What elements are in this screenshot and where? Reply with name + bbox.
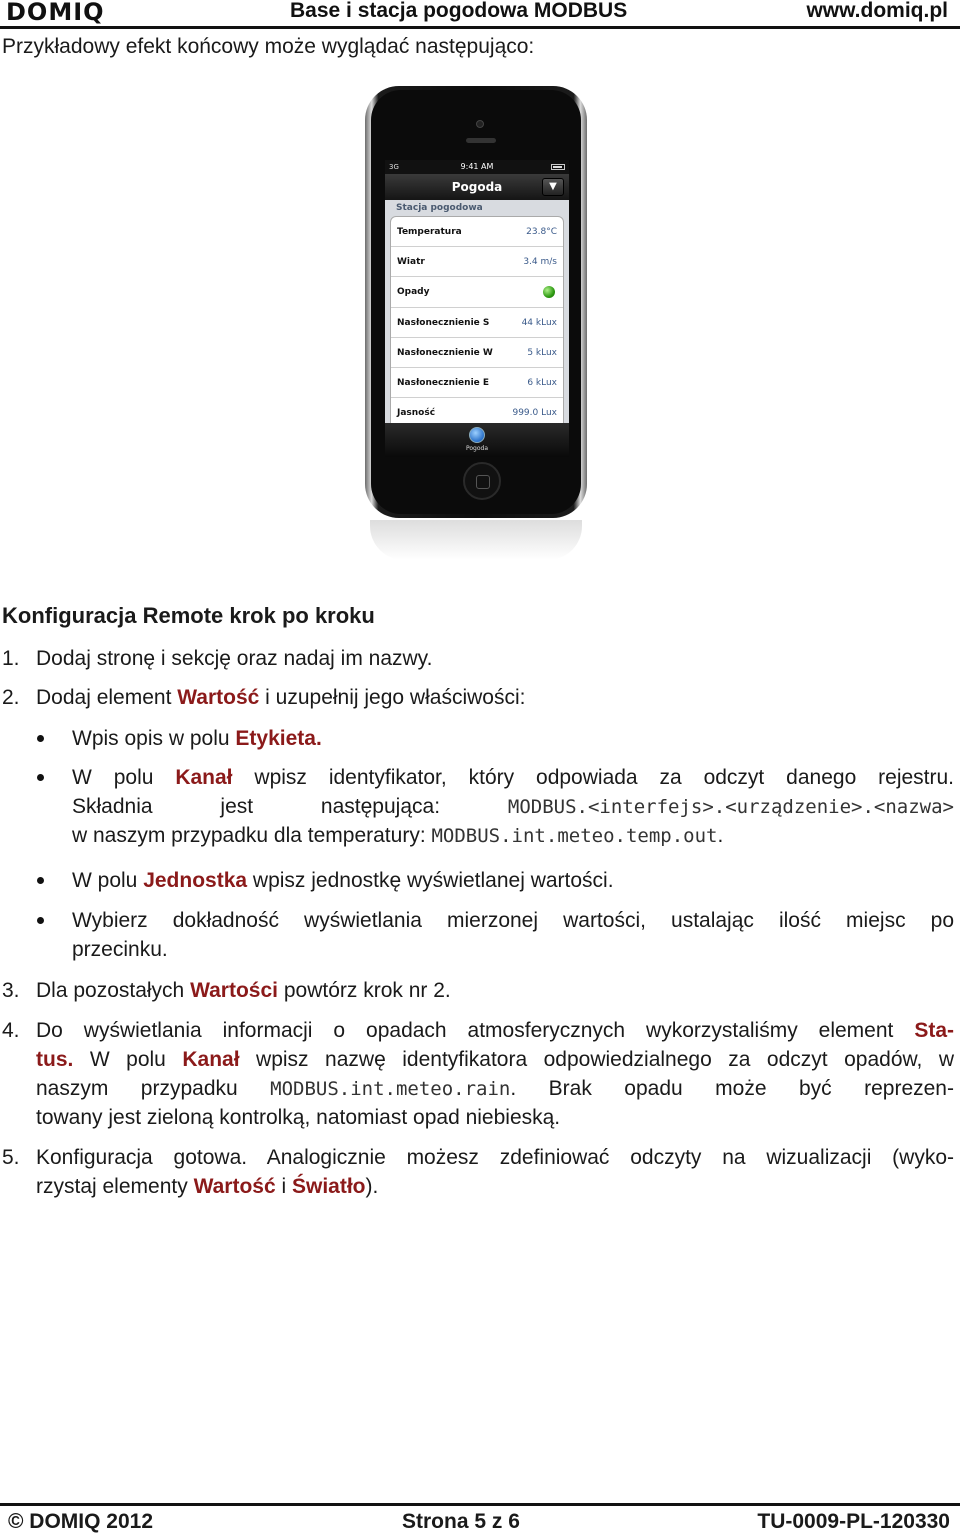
step-1-text: Dodaj stronę i sekcję oraz nadaj im nazwy. (36, 647, 433, 670)
bullet-icon (37, 774, 44, 781)
footer-copyright: © DOMIQ 2012 (8, 1510, 154, 1533)
bullet-icon (37, 877, 44, 884)
row-label: Temperatura (397, 227, 462, 237)
speaker-icon (466, 138, 496, 143)
step-4-line-1: Do wyświetlania informacji o opadach atmosferycznych wykorzystaliśmy element Sta- (36, 1019, 954, 1042)
bullet-4-line-1: Wybierz dokładność wyświetlania mierzonej wartości, ustalając ilość miejsc po (72, 909, 954, 932)
intro-text: Przykładowy efekt końcowy może wyglądać następująco: (2, 35, 535, 58)
phone-screen (385, 160, 569, 457)
row-label: Nasłonecznienie S (397, 317, 490, 328)
step-3-text: Dla pozostałych Wartości powtórz krok nr 2. (36, 979, 451, 1002)
signal-indicator: 3G (389, 163, 399, 171)
bullet-3-text: W polu Jednostka wpisz jednostkę wyświetlanej wartości. (72, 869, 614, 892)
row-value: 5 kLux (527, 347, 557, 358)
step-4-line-3: naszym przypadku MODBUS.int.meteo.rain. Brak opadu może być reprezen- (36, 1077, 954, 1100)
row-label: Jasność (397, 408, 436, 419)
globe-icon[interactable] (469, 427, 485, 443)
list-item[interactable] (391, 368, 563, 398)
row-value: 44 kLux (521, 317, 557, 328)
values-card (390, 216, 564, 429)
bullet-2-line-3: w naszym przypadku dla temperatury: MODBUS.int.meteo.temp.out. (72, 824, 724, 847)
status-bar (385, 160, 569, 174)
status-indicator-icon (543, 286, 555, 298)
list-item[interactable] (391, 308, 563, 338)
battery-icon (551, 164, 565, 170)
step-number: 5. (2, 1146, 20, 1169)
row-value: 999.0 Lux (512, 408, 557, 419)
row-label: Wiatr (397, 257, 425, 268)
header-divider (0, 26, 960, 29)
document-title: Base i stacja pogodowa MODBUS (290, 0, 628, 22)
footer-divider (0, 1503, 960, 1506)
step-5-line-2: rzystaj elementy Wartość i Światło). (36, 1175, 379, 1198)
step-number: 4. (2, 1019, 20, 1042)
row-label: Opady (397, 287, 430, 298)
bullet-icon (37, 735, 44, 742)
home-button-icon (463, 462, 501, 500)
nav-title: Pogoda (451, 180, 503, 194)
section-header: Stacja pogodowa (396, 203, 483, 213)
footer-page-number: Strona 5 z 6 (402, 1510, 520, 1533)
step-5-line-1: Konfiguracja gotowa. Analogicznie możesz zdefiniować odczyty na wizualizacji (wyko- (36, 1146, 954, 1169)
status-time: 9:41 AM (460, 162, 494, 171)
footer-doc-id: TU-0009-PL-120330 (757, 1510, 950, 1533)
row-label: Nasłonecznienie W (397, 347, 493, 358)
bullet-4-line-2: przecinku. (72, 938, 168, 961)
step-2-text: Dodaj element Wartość i uzupełnij jego właściwości: (36, 686, 526, 709)
list-item[interactable] (391, 338, 563, 368)
bullet-2-line-1: W polu Kanał wpisz identyfikator, który odpowiada za odczyt danego rejestru. (72, 766, 954, 789)
list-item[interactable] (391, 247, 563, 277)
section-title: Konfiguracja Remote krok po kroku (2, 603, 375, 628)
step-number: 3. (2, 979, 20, 1002)
camera-icon (476, 120, 484, 128)
step-4-line-4: towany jest zieloną kontrolką, natomiast opad niebieską. (36, 1106, 561, 1129)
step-number: 2. (2, 686, 20, 709)
page-header (0, 0, 960, 28)
tab-bar (385, 423, 569, 457)
dropdown-icon[interactable]: ▼ (542, 178, 564, 196)
row-value: 6 kLux (527, 377, 557, 388)
step-number: 1. (2, 647, 20, 670)
list-item[interactable] (391, 277, 563, 307)
row-value: 3.4 m/s (523, 257, 557, 268)
bullet-2-line-2: Składnia jest następująca: MODBUS.<interfejs>.<urządzenie>.<nazwa> (72, 795, 954, 818)
bullet-icon (37, 917, 44, 924)
domiq-logo: DOMIQ (6, 0, 105, 26)
tab-label[interactable]: Pogoda (465, 445, 489, 452)
row-value: 23.8°C (526, 227, 557, 237)
phone-reflection (370, 520, 582, 560)
list-item[interactable] (391, 217, 563, 247)
header-url: www.domiq.pl (806, 0, 948, 22)
nav-bar (385, 174, 569, 200)
step-4-line-2: tus. W polu Kanał wpisz nazwę identyfikatora odpowiedzialnego za odczyt opadów, w (36, 1048, 955, 1071)
row-label: Nasłonecznienie E (397, 377, 490, 388)
bullet-1-text: Wpis opis w polu Etykieta. (72, 727, 322, 750)
